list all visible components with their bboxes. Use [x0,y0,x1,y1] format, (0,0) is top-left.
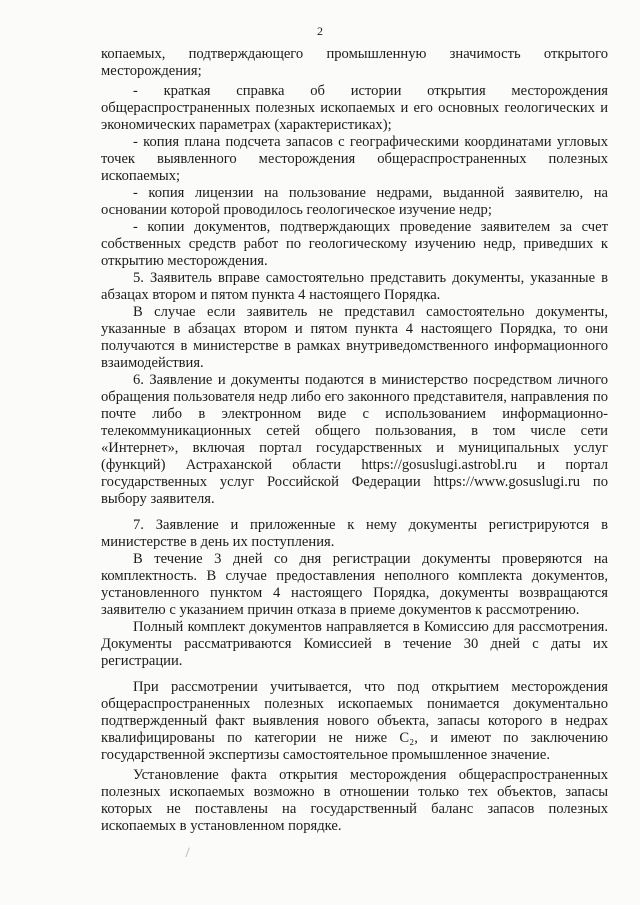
paragraph-discovery-definition: При рассмотрении учитывается, что под открытием месторождения общераспространенных полезных ископаемых понимается документально подтвержденный факт выявления нового объекта, запасы которого в недрах квалифицированы по категории не ниже C₂, и имеют по заключению государственной экспертизы самостоятельное промышленное значение. [101,679,608,763]
paragraph-discovery-establishment: Установление факта открытия месторождения общераспространенных полезных ископаемых возможно в отношении только тех объектов, запасы которых не поставлены на государственный баланс запасов полезных ископаемых в установленном порядке. [101,767,608,834]
paragraph-commission-review: Полный комплект документов направляется в Комиссию для рассмотрения. Документы рассматриваются Комиссией в течение 30 дней с даты их регистрации. [101,619,608,669]
list-item-reserves-plan: - копия плана подсчета запасов с географическими координатами угловых точек выявленного месторождения общераспространенных полезных ископаемых; [101,134,608,184]
page-number: 2 [317,24,323,38]
document-body [101,46,608,835]
paragraph-completeness-check: В течение 3 дней со дня регистрации документы проверяются на комплектность. В случае предоставления неполного комплекта документов, установленного пунктом 4 настоящего Порядка, документы возвращаются заявителю с указанием причин отказа в приеме документов к рассмотрению. [101,551,608,618]
paragraph-item-6: 6. Заявление и документы подаются в министерство посредством личного обращения пользователя недр либо его законного представителя, направления по почте либо в электронном виде с использованием информационно-телекоммуникационных сетей общего пользования, в том числе сети «Интернет», включая портал государственных и муниципальных услуг (функций) Астраханской области https://gosuslugi.astrobl.ru и портал государственных услуг Российской Федерации https://www.gosuslugi.ru по выбору заявителя. [101,372,608,507]
paragraph-item-5: 5. Заявитель вправе самостоятельно представить документы, указанные в абзацах втором и пятом пункта 4 настоящего Порядка. [101,270,608,303]
paragraph-continuation: копаемых, подтверждающего промышленную значимость открытого месторождения; [101,46,608,79]
list-item-history-summary: - краткая справка об истории открытия месторождения общераспространенных полезных ископаемых и его основных геологических и экономических параметрах (характеристиках); [101,83,608,133]
paragraph-item-7: 7. Заявление и приложенные к нему документы регистрируются в министерстве в день их поступления. [101,517,608,550]
list-item-license-copy: - копия лицензии на пользование недрами, выданной заявителю, на основании которой проводилось геологическое изучение недр; [101,185,608,218]
scan-artifact [185,847,193,858]
paragraph-item-5-continued: В случае если заявитель не представил самостоятельно документы, указанные в абзацах втором и пятом пункта 4 настоящего Порядка, то они получаются в министерстве в рамках внутриведомственного информационного взаимодействия. [101,304,608,371]
list-item-expenses-documents: - копии документов, подтверждающих проведение заявителем за счет собственных средств работ по геологическому изучению недр, приведших к открытию месторождения. [101,219,608,269]
